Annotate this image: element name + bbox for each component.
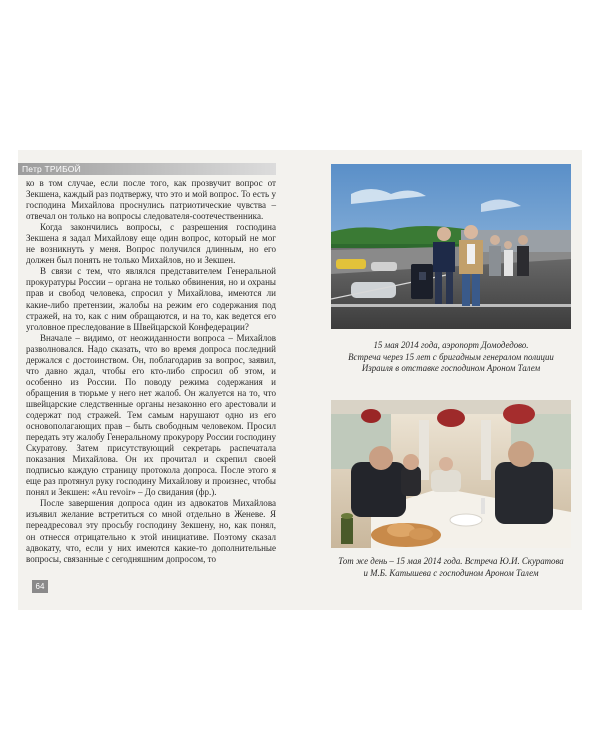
caption-line: Встреча через 15 лет с бригадным генералом полиции bbox=[348, 351, 554, 362]
airport-photo-caption bbox=[321, 340, 581, 375]
paragraph: В связи с тем, что являлся представителем Генеральной прокуратуры России – органа не только обвинения, но и охраны прав и свобод человека, спросил у Михайлова, имеются ли какие-либо претензии, жалобы на режим его содержания под стражей, на то, как с ним обращаются, и на то, как ведется его уголовное преследование в Швейцарской Конфедерации? bbox=[26, 266, 276, 332]
paragraph: ко в том случае, если после того, как прозвучит вопрос от Зекшена, каждый раз подтвержу, что это и мой вопрос. То есть у господина Михайлова проснулись патриотические чувства – отвечал он только на вопросы следователя-соотечественника. bbox=[26, 178, 276, 222]
paragraph: Когда закончились вопросы, с разрешения господина Зекшена я задал Михайлову еще один вопрос, который не мог не возникнуть у меня. Вопрос получился длинным, но его должен был понять не только Михайлов, но и Зекшен. bbox=[26, 222, 276, 266]
airport-photo bbox=[331, 164, 571, 329]
restaurant-photo-caption bbox=[318, 556, 584, 579]
restaurant-photo bbox=[331, 400, 571, 548]
paragraph: Вначале – видимо, от неожиданности вопроса – Михайлов разволновался. Надо сказать, что во время допроса последний держался с достоинством. Он, поблагодарив за вопрос, заявил, что давно ждал, чтобы его кто-либо спросил об этом, и особенно из России. По поводу режима содержания и обращения в тюрьме у него нет жалоб. Он жалуется на то, что швейцарские следственные органы незаконно его арестовали и содержат под стражей. Тем самым нарушают одно из его основополагающих прав – быть свободным человеком. Просил передать эту жалобу Генеральному прокурору России господину Скуратову. Затем присутствующий секретарь распечатала показания Михайлова. Он их прочитал и скрепил своей подписью каждую страницу протокола допроса. После этого я еще раз протянул руку господину Михайлову и произнес, чтобы понял и Зекшен: «Au revoir» – До свидания (фр.). bbox=[26, 332, 276, 498]
page-number: 64 bbox=[32, 580, 48, 593]
running-header-title: Петр ТРИБОЙ bbox=[22, 164, 81, 174]
caption-line: Израиля в отставке господином Ароном Талем bbox=[361, 363, 541, 373]
paragraph: После завершения допроса один из адвокатов Михайлова изъявил желание встретиться со мной отдельно в Женеве. Я переадресовал эту просьбу господину Зекшену, но, как понял, он отнесся отрицательно к этой инициативе. Поэтому сказал адвокату, что, если у них имеются какие-то дополнительные вопросы, связанные с сегодняшним допросом, то bbox=[26, 498, 276, 564]
caption-line: и М.Б. Катышева с господином Ароном Талем bbox=[363, 567, 539, 578]
caption-line: Тот же день – 15 мая 2014 года. Встреча Ю.И. Скуратова bbox=[338, 556, 564, 566]
caption-line: 15 мая 2014 года, аэропорт Домодедово. bbox=[373, 340, 529, 350]
body-text-column bbox=[26, 178, 276, 565]
